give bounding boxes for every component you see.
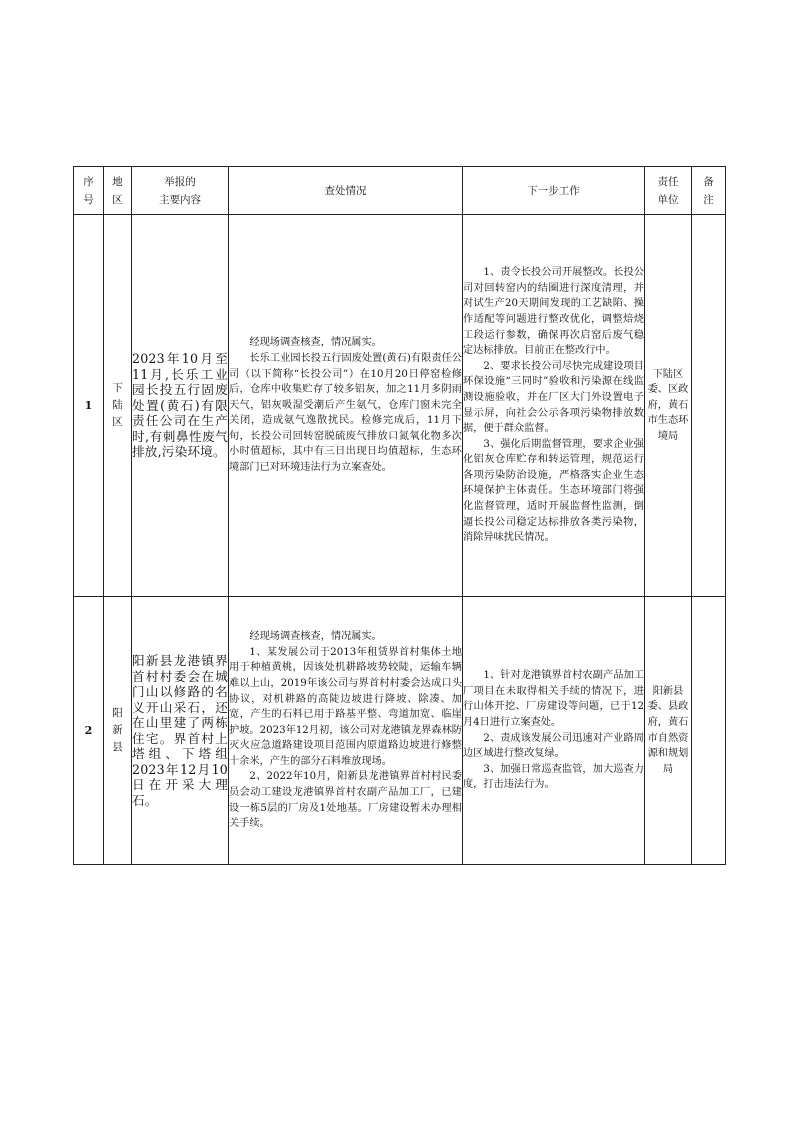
row-area-text: 下陆区 [112, 382, 123, 428]
row-seq: 1 [74, 215, 104, 597]
row-next [463, 597, 645, 865]
next-paragraph: 2、责成该发展公司迅速对产业路周边区域进行整改复绿。 [463, 732, 644, 760]
row-area [104, 215, 132, 597]
row-area-text: 阳新县 [112, 707, 123, 753]
header-content-line2: 主要内容 [159, 193, 201, 206]
next-paragraph: 3、强化后期监督管理，要求企业强化铝灰仓库贮存和转运管理，规范运行各项污染防治设施，严格落实企业生态环境保护主体责任。生态环境部门将强化监督管理，适时开展监督性监测，倒逼长投公司稳定达标排放各类污染物，消除异味扰民情况。 [463, 438, 644, 544]
header-next-text: 下一步工作 [527, 184, 580, 197]
header-unit [645, 167, 692, 215]
row-seq: 2 [74, 597, 104, 865]
next-paragraph: 1、责令长投公司开展整改。长投公司对回转窑内的结圈进行深度清理，并对试生产20天期间发现的工艺缺陷、操作适配等问题进行整改优化，调整焙烧工段运行参数，确保再次启窑后废气稳定达标排放。目前正在整改行中。 [463, 267, 644, 357]
row-next [463, 215, 645, 597]
table-row [74, 597, 726, 865]
handling-paragraph: 长乐工业园长投五行固废处置(黄石)有限责任公司（以下简称“长投公司”）在10月20日停窑检修后，仓库中收集贮存了较多铝灰，加之11月多阴雨天气，铝灰吸湿受潮后产生氨气，仓库门窗未完全关闭，造成氨气逸散扰民。检修完成后，11月下旬，长投公司回转窑脱硫废气排放口氮氧化物多次小时值超标，其中有三日出现日均值超标，生态环境部门已对环境违法行为立案查处。 [229, 352, 462, 474]
row-remark [692, 215, 726, 597]
handling-paragraph: 经现场调查核查，情况属实。 [249, 631, 382, 643]
header-seq-text: 序号 [83, 175, 94, 206]
row-unit: 下陆区委、区政府，黄石市生态环境局 [645, 215, 692, 597]
handling-paragraph: 2、2022年10月，阳新县龙港镇界首村村民委员会动工建设龙港镇界首村农副产品加工厂，已建设一栋5层的厂房及1处地基。厂房建设暂未办理相关手续。 [229, 771, 462, 830]
header-content-line1: 举报的 [164, 175, 196, 188]
header-remark-text: 备注 [703, 175, 714, 206]
header-next [463, 167, 645, 215]
handling-paragraph: 经现场调查核查，情况属实。 [249, 337, 382, 349]
next-paragraph: 1、针对龙港镇界首村农副产品加工厂项目在未取得相关手续的情况下，进行山体开挖、厂房建设等问题，已于12月4日进行立案查处。 [463, 670, 644, 728]
row-area [104, 597, 132, 865]
table-row [74, 215, 726, 597]
next-paragraph: 2、要求长投公司尽快完成建设项目环保设施“三同时”验收和污染源在线监测设施验收，并在厂区大门外设置电子显示屏，向社会公示各项污染物排放数据，便于群众监督。 [463, 360, 644, 435]
header-content [132, 167, 229, 215]
header-seq [74, 167, 104, 215]
report-table [73, 166, 726, 865]
row-handling [229, 597, 463, 865]
header-handling-text: 查处情况 [324, 184, 367, 197]
header-unit-text: 责任单位 [657, 175, 679, 206]
next-paragraph: 3、加强日常巡查监管，加大巡查力度，打击违法行为。 [463, 763, 644, 791]
header-remark [692, 167, 726, 215]
header-area [104, 167, 132, 215]
header-handling [229, 167, 463, 215]
handling-paragraph: 1、某发展公司于2013年租赁界首村集体土地用于种植黄桃，因该处机耕路坡势较陡，运输车辆难以上山，2019年该公司与界首村村委会达成口头协议，对机耕路的高陡边坡进行降坡、除凑、加宽，产生的石料已用于路基平整、弯道加宽、临崖护坡。2023年12月初，该公司对龙港镇龙界森林防灭火应急道路建设项目范围内原道路边坡进行修整十余米，产生的部分石料堆放现场。 [229, 646, 462, 767]
row-content: 2023年10月至11月,长乐工业园长投五行固废处置(黄石)有限责任公司在生产时,有刺鼻性废气排放,污染环境。 [132, 215, 229, 597]
row-handling [229, 215, 463, 597]
row-remark [692, 597, 726, 865]
row-content: 阳新县龙港镇界首村村委会在城门山以修路的名义开山采石，还在山里建了两栋住宅。界首村上塔组、下塔组2023年12月10日在开采大理石。 [132, 597, 229, 865]
header-area-text: 地区 [112, 175, 123, 206]
row-unit: 阳新县委、县政府，黄石市自然资源和规划局 [645, 597, 692, 865]
header-row [74, 167, 726, 215]
